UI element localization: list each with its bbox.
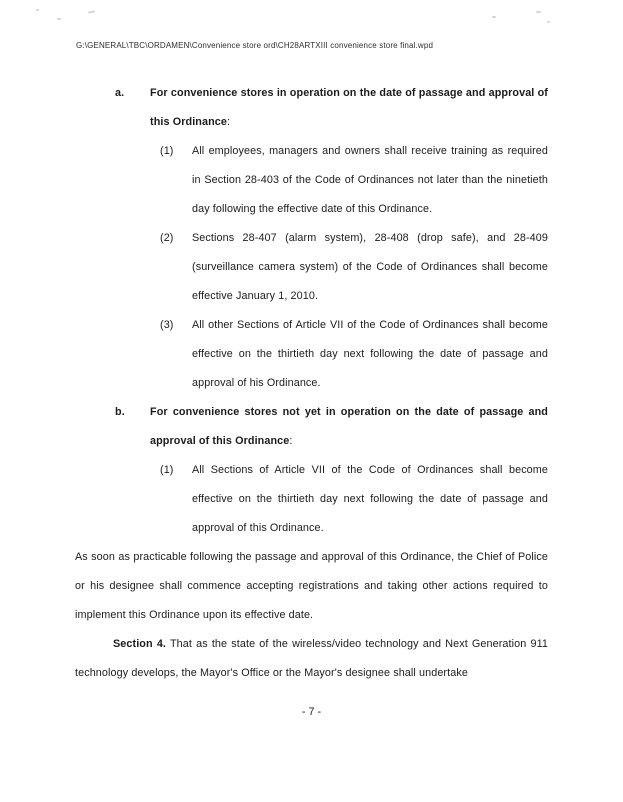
scan-speckle — [492, 16, 496, 18]
file-path-header: G:\GENERAL\TBC\ORDAMEN\Convenience store ord\CH28ARTXIII convenience store final.wpd — [76, 41, 434, 50]
item-a-heading-colon: : — [227, 116, 231, 128]
subitem-a1-text: All employees, managers and owners shall receive training as required in Section 28-403 of the Code of Ordinances not later than the ninetieth day following the effective date of this Ordinance. — [192, 145, 548, 215]
item-b-heading: For convenience stores not yet in operation on the date of passage and approval of this Ordinance — [150, 406, 548, 447]
subitem-a2 — [75, 224, 548, 311]
scan-speckle — [547, 21, 550, 23]
subitem-a3-label: (3) — [160, 319, 174, 331]
subitem-a3-text: All other Sections of Article VII of the Code of Ordinances shall become effective on the thirtieth day next following the date of passage and approval of his Ordinance. — [192, 319, 548, 389]
subitem-b1-label: (1) — [160, 464, 174, 476]
item-b-heading-colon: : — [289, 435, 293, 447]
item-a-heading: For convenience stores in operation on the date of passage and approval of this Ordinance — [150, 87, 548, 128]
subitem-b1-text: All Sections of Article VII of the Code of Ordinances shall become effective on the thirtieth day next following the date of passage and approval of this Ordinance. — [192, 464, 548, 534]
section-4-paragraph — [75, 630, 548, 688]
scan-speckle — [536, 11, 541, 14]
item-b-label: b. — [115, 406, 125, 418]
scan-speckle — [88, 11, 95, 14]
closing-paragraph: As soon as practicable following the passage and approval of this Ordinance, the Chief of Police or his designee shall commence accepting registrations and taking other actions required to implement this Ordinance upon its effective date. — [75, 551, 548, 621]
subitem-a2-label: (2) — [160, 232, 174, 244]
subitem-b1 — [75, 456, 548, 543]
item-a-label: a. — [115, 87, 125, 99]
item-b — [75, 398, 548, 456]
section-4-text: That as the state of the wireless/video technology and Next Generation 911 technology develops, the Mayor's Office or the Mayor's designee shall undertake — [75, 638, 548, 679]
subitem-a3 — [75, 311, 548, 398]
item-a — [75, 79, 548, 137]
scan-speckle — [36, 9, 39, 11]
document-body — [75, 79, 548, 688]
page-number: - 7 - — [301, 706, 322, 718]
subitem-a1-label: (1) — [160, 145, 174, 157]
subitem-a2-text: Sections 28-407 (alarm system), 28-408 (drop safe), and 28-409 (surveillance camera system) of the Code of Ordinances shall become effective January 1, 2010. — [192, 232, 548, 302]
subitem-a1 — [75, 137, 548, 224]
section-4-label: Section 4. — [113, 638, 167, 650]
scan-speckle — [57, 18, 61, 20]
